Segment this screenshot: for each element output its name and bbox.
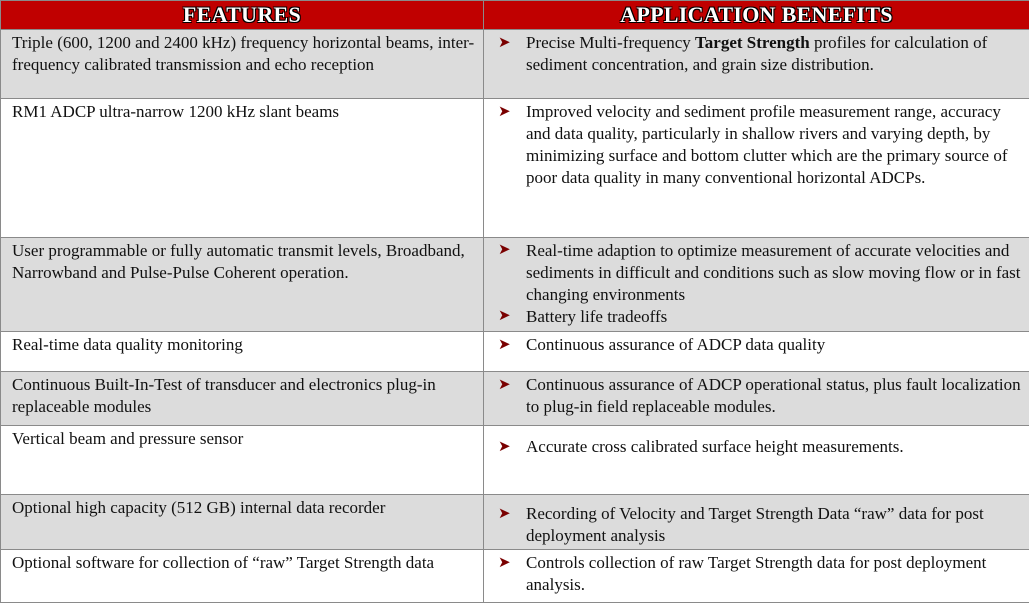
benefit-text: profiles for calculation of sediment concentration, and grain size distribution. [526,33,988,74]
benefit-item [498,503,1021,547]
benefit-text: Precise Multi-frequency [526,33,695,52]
arrow-bullet-icon: ➤ [498,439,511,456]
feature-cell: Triple (600, 1200 and 2400 kHz) frequency horizontal beams, inter-frequency calibrated transmission and echo reception [1,30,484,99]
benefit-text: Continuous assurance of ADCP data quality [526,334,826,354]
benefit-cell [484,426,1029,495]
arrow-bullet-icon: ➤ [498,506,511,523]
benefit-cell [484,30,1029,99]
benefit-cell [484,237,1029,331]
table-row [1,495,1029,550]
feature-cell: Optional software for collection of “raw” Target Strength data [1,550,484,603]
benefit-cell [484,371,1029,425]
benefit-item [498,240,1021,306]
benefit-text: Improved velocity and sediment profile measurement range, accuracy and data quality, particularly in shallow rivers and varying depth, by minimizing surface and bottom clutter which are the primary source of poor data quality in many conventional horizontal ADCPs. [526,101,1008,187]
feature-cell: Real-time data quality monitoring [1,331,484,371]
arrow-bullet-icon: ➤ [498,241,511,258]
benefit-item [498,552,1021,596]
table-row [1,30,1029,99]
table-row [1,98,1029,237]
benefit-bold-text: Target Strength [695,33,810,52]
benefit-item [498,436,1021,458]
arrow-bullet-icon: ➤ [498,35,511,51]
table-row [1,550,1029,603]
arrow-bullet-icon: ➤ [498,555,511,572]
benefit-cell [484,331,1029,371]
features-header: FEATURES [1,1,484,30]
feature-cell: Continuous Built-In-Test of transducer and electronics plug-in replaceable modules [1,371,484,425]
arrow-bullet-icon: ➤ [498,376,511,393]
benefit-text: Continuous assurance of ADCP operational status, plus fault localization to plug-in field replaceable modules. [526,374,1021,416]
table-row [1,237,1029,331]
benefit-text: Real-time adaption to optimize measurement of accurate velocities and sediments in difficult and conditions such as slow moving flow or in fast changing environments [526,240,1021,304]
feature-cell: User programmable or fully automatic transmit levels, Broadband, Narrowband and Pulse-Pulse Coherent operation. [1,237,484,331]
benefit-cell [484,98,1029,237]
benefit-item [498,374,1021,418]
benefits-header: APPLICATION BENEFITS [484,1,1029,30]
benefit-item [498,334,1021,356]
benefit-cell [484,495,1029,550]
benefit-cell [484,550,1029,603]
table-row [1,331,1029,371]
arrow-bullet-icon: ➤ [498,307,511,324]
benefit-text: Recording of Velocity and Target Strength Data “raw” data for post deployment analysis [526,504,984,546]
feature-cell: RM1 ADCP ultra-narrow 1200 kHz slant beams [1,98,484,237]
benefit-item [498,32,1021,76]
benefit-text: Accurate cross calibrated surface height measurements. [526,437,904,457]
table-row [1,371,1029,425]
benefit-item [498,101,1021,189]
table-row [1,426,1029,495]
header-row [1,1,1029,30]
benefit-text: Battery life tradeoffs [526,306,668,326]
feature-cell: Optional high capacity (512 GB) internal data recorder [1,495,484,550]
feature-cell: Vertical beam and pressure sensor [1,426,484,495]
arrow-bullet-icon: ➤ [498,103,511,120]
benefit-text: Controls collection of raw Target Strength data for post deployment analysis. [526,553,987,595]
arrow-bullet-icon: ➤ [498,336,511,353]
benefit-item [498,306,1021,328]
